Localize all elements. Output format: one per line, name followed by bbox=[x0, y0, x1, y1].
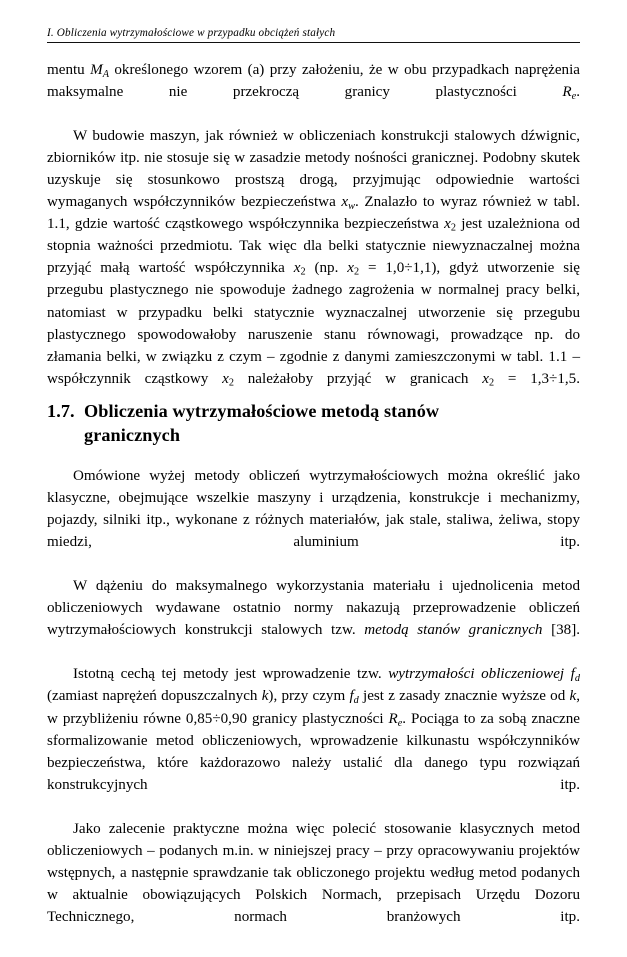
paragraph-jako-zalecenie bbox=[47, 818, 580, 950]
para4-seg1: W dążeniu do maksymalnego wykorzystania materiału i ujednolicenia metod obliczeniowych wydawane ostatnio normy nakazują przeprowadzenie obliczeń wytrzymałościowych konstrukcji stalowych tzw. bbox=[47, 578, 580, 639]
running-head-rule bbox=[47, 42, 580, 43]
para2-seg2: . Znalazło to wyraz również w tabl. 1.1, gdzie wartość cząstkowego współczynnika bezpieczeństwa bbox=[47, 194, 580, 233]
symbol-x2-c: $x_2$ bbox=[347, 260, 360, 278]
paragraph-istotna-cecha bbox=[47, 663, 580, 817]
symbol-MA: $M_A$ bbox=[90, 62, 109, 80]
section-heading-line1 bbox=[47, 399, 580, 423]
para1-tail: . bbox=[576, 84, 580, 101]
section-heading bbox=[47, 399, 580, 447]
body-text-lower bbox=[47, 465, 580, 950]
para1-lead: mentu bbox=[47, 62, 91, 78]
symbol-xw: $x_w$ bbox=[341, 194, 355, 213]
running-head bbox=[47, 26, 580, 43]
para5-seg5: jest z zasady znacznie wyższe od bbox=[358, 688, 570, 705]
para5-italic-wytrzymalosc: wytrzymałości obliczeniowej bbox=[388, 666, 565, 683]
para5-seg6: , w przybliżeniu równe 0,85÷0,90 granicy plastyczności bbox=[47, 688, 580, 727]
para1-after-MA: określonego wzorem (a) przy założeniu, że w obu przypadkach naprężenia maksymalne nie przekroczą granicy plastyczności bbox=[47, 62, 580, 101]
para5-seg3: (zamiast naprężeń dopuszczalnych bbox=[47, 688, 262, 705]
body-text-upper bbox=[47, 59, 580, 412]
symbol-k-1: k bbox=[261, 688, 269, 705]
symbol-Re: $R_e$ bbox=[562, 84, 577, 102]
section-heading-title: Obliczenia wytrzymałościowe metodą stanów bbox=[84, 401, 440, 421]
symbol-x2-a: $x_2$ bbox=[444, 216, 456, 234]
para4-seg2: [38]. bbox=[542, 622, 580, 639]
para6-text: Jako zalecenie praktyczne można więc polecić stosowanie klasycznych metod obliczeniowych – podanych m.in. w niniejszej pracy – przy opracowywaniu projektów wstępnych, a następnie sprawdzanie tak obliczonego projektu według metod podanych w aktualnie obowiązujących Polskich Normach, przepisach Urzędu Dozoru Technicznego, normach branżowych itp. bbox=[47, 820, 580, 925]
para2-seg1: W budowie maszyn, jak również w obliczeniach konstrukcji stalowych dźwignic, zbiorników itp. nie stosuje się w zasadzie metody nośności granicznej. Podobny skutek uzyskuje się stosunkowo prostszą drogą, przyjmując odpowiednie wartości wymaganych współczynników bezpieczeństwa bbox=[47, 128, 580, 211]
section-number: 1.7. bbox=[47, 401, 75, 421]
para3-text: Omówione wyżej metody obliczeń wytrzymałościowych można określić jako klasyczne, obejmujące wszelkie maszyny i urządzenia, konstrukcje i mechanizmy, pojazdy, silniki itp., wykonane z różnych materiałów, jak stale, staliwa, żeliwa, stopy miedzi, aluminium itp. bbox=[47, 468, 580, 551]
symbol-fd-1: $f_d$ bbox=[570, 666, 580, 685]
para5-seg1: Istotną cechą tej metody jest wprowadzenie tzw. bbox=[73, 666, 389, 683]
symbol-x2-d: $x_2$ bbox=[222, 370, 234, 388]
symbol-k-2: k bbox=[569, 688, 577, 705]
para2-seg6: należałoby przyjąć w granicach bbox=[233, 370, 483, 387]
para5-seg7: . Pociąga to za sobą znaczne sformalizowanie metod obliczeniowych, wprowadzenie kilkunastu współczynników bezpieczeństwa, które każdorazowo należy ustalić dla danego typu rozwiązań konstrukcyjnych itp. bbox=[47, 710, 580, 793]
paragraph-dazenie bbox=[47, 575, 580, 663]
paragraph-omowione bbox=[47, 465, 580, 575]
symbol-x2-b: $x_2$ bbox=[293, 260, 306, 278]
para2-seg4: (np. bbox=[305, 260, 348, 277]
symbol-x2-e: $x_2$ bbox=[482, 370, 495, 388]
para4-italic-metoda: metodą stanów granicznych bbox=[364, 622, 543, 639]
para2-seg3: jest uzależniona od stopnia ważności przedmiotu. Tak więc dla belki statycznie niewyznaczalnej można przyjąć małą wartość współczynnika bbox=[47, 216, 580, 277]
running-head-text: I. Obliczenia wytrzymałościowe w przypadku obciążeń stałych bbox=[47, 27, 336, 39]
paragraph-continuation bbox=[47, 59, 580, 125]
para2-seg7: = 1,3÷1,5. bbox=[494, 370, 580, 387]
para2-seg5: = 1,0÷1,1), gdyż utworzenie się przegubu plastycznego nie spowoduje żadnego zagrożenia w normalnej pracy belki, natomiast w przypadku belki statycznie wyznaczalnej utworzenie się przegubu plastycznego spowodowałoby naruszenie stanu równowagi, prowadzące np. do złamania belki, w związku z czym – zgodnie z danymi zamieszczonymi w tabl. 1.1 – współczynnik cząstkowy bbox=[47, 260, 580, 387]
section-heading-line2: granicznych bbox=[84, 425, 181, 445]
para5-seg4: ), przy czym bbox=[268, 688, 350, 705]
symbol-fd-2: $f_d$ bbox=[349, 688, 359, 707]
paragraph-budowa-maszyn bbox=[47, 125, 580, 412]
symbol-Re-2: $R_e$ bbox=[388, 710, 403, 729]
